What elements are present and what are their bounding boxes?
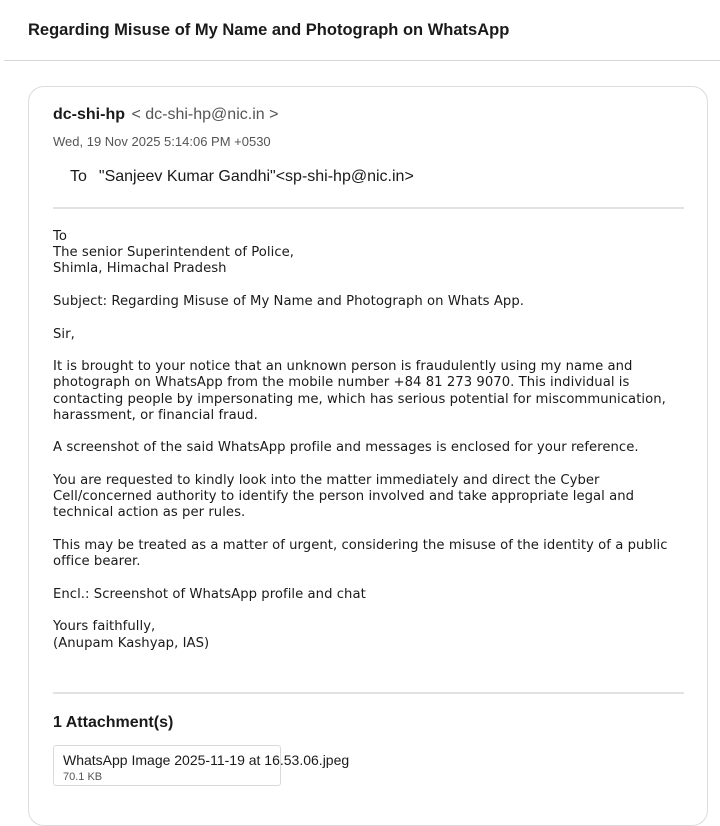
body-paragraph: It is brought to your notice that an unknown person is fraudulently using my name and photograph on WhatsApp from the mobile number +84 81 273 9070. This individual is contacting people by impersonating me, which has serious potential for miscommunication, harassment, or financial fraud. bbox=[53, 359, 666, 423]
addressee-line: Shimla, Himachal Pradesh bbox=[53, 261, 227, 277]
body-paragraph: A screenshot of the said WhatsApp profile and messages is enclosed for your reference. bbox=[53, 440, 639, 456]
attachment-size: 70.1 KB bbox=[63, 771, 103, 783]
closing: Yours faithfully, bbox=[53, 619, 156, 635]
subject-header bbox=[4, 0, 720, 61]
salutation: Sir, bbox=[53, 326, 75, 342]
addressee-block bbox=[53, 229, 693, 278]
addressee-line: The senior Superintendent of Police, bbox=[53, 245, 295, 261]
body-paragraph: This may be treated as a matter of urgent, considering the misuse of the identity of a public office bearer. bbox=[53, 537, 668, 570]
sender-line bbox=[53, 106, 278, 124]
recipient-line bbox=[70, 168, 414, 186]
email-date: Wed, 19 Nov 2025 5:14:06 PM +0530 bbox=[53, 134, 271, 149]
body-subject-line: Subject: Regarding Misuse of My Name and Photograph on Whats App. bbox=[53, 294, 524, 309]
email-subject: Regarding Misuse of My Name and Photograph on WhatsApp bbox=[28, 21, 510, 39]
email-body bbox=[53, 229, 693, 668]
body-divider bbox=[53, 692, 684, 694]
header-divider bbox=[53, 207, 684, 209]
enclosure-line: Encl.: Screenshot of WhatsApp profile and chat bbox=[53, 586, 366, 602]
to-label: To bbox=[70, 168, 87, 185]
attachment-item[interactable] bbox=[53, 745, 350, 786]
addressee-line: To bbox=[53, 229, 67, 244]
attachment-name[interactable]: WhatsApp Image 2025-11-19 at 16.53.06.jpeg bbox=[63, 752, 350, 768]
body-paragraph: You are requested to kindly look into the matter immediately and direct the Cyber Cell/concerned authority to identify the person involved and take appropriate legal and technical action as per rules. bbox=[53, 472, 635, 521]
attachments-title: 1 Attachment(s) bbox=[53, 714, 174, 731]
sender-email[interactable]: < dc-shi-hp@nic.in > bbox=[131, 106, 279, 123]
signature-block bbox=[53, 619, 693, 651]
signature: (Anupam Kashyap, IAS) bbox=[53, 635, 210, 651]
sender-name[interactable]: dc-shi-hp bbox=[53, 106, 125, 123]
recipient-address[interactable]: "Sanjeev Kumar Gandhi"<sp-shi-hp@nic.in> bbox=[98, 168, 414, 185]
